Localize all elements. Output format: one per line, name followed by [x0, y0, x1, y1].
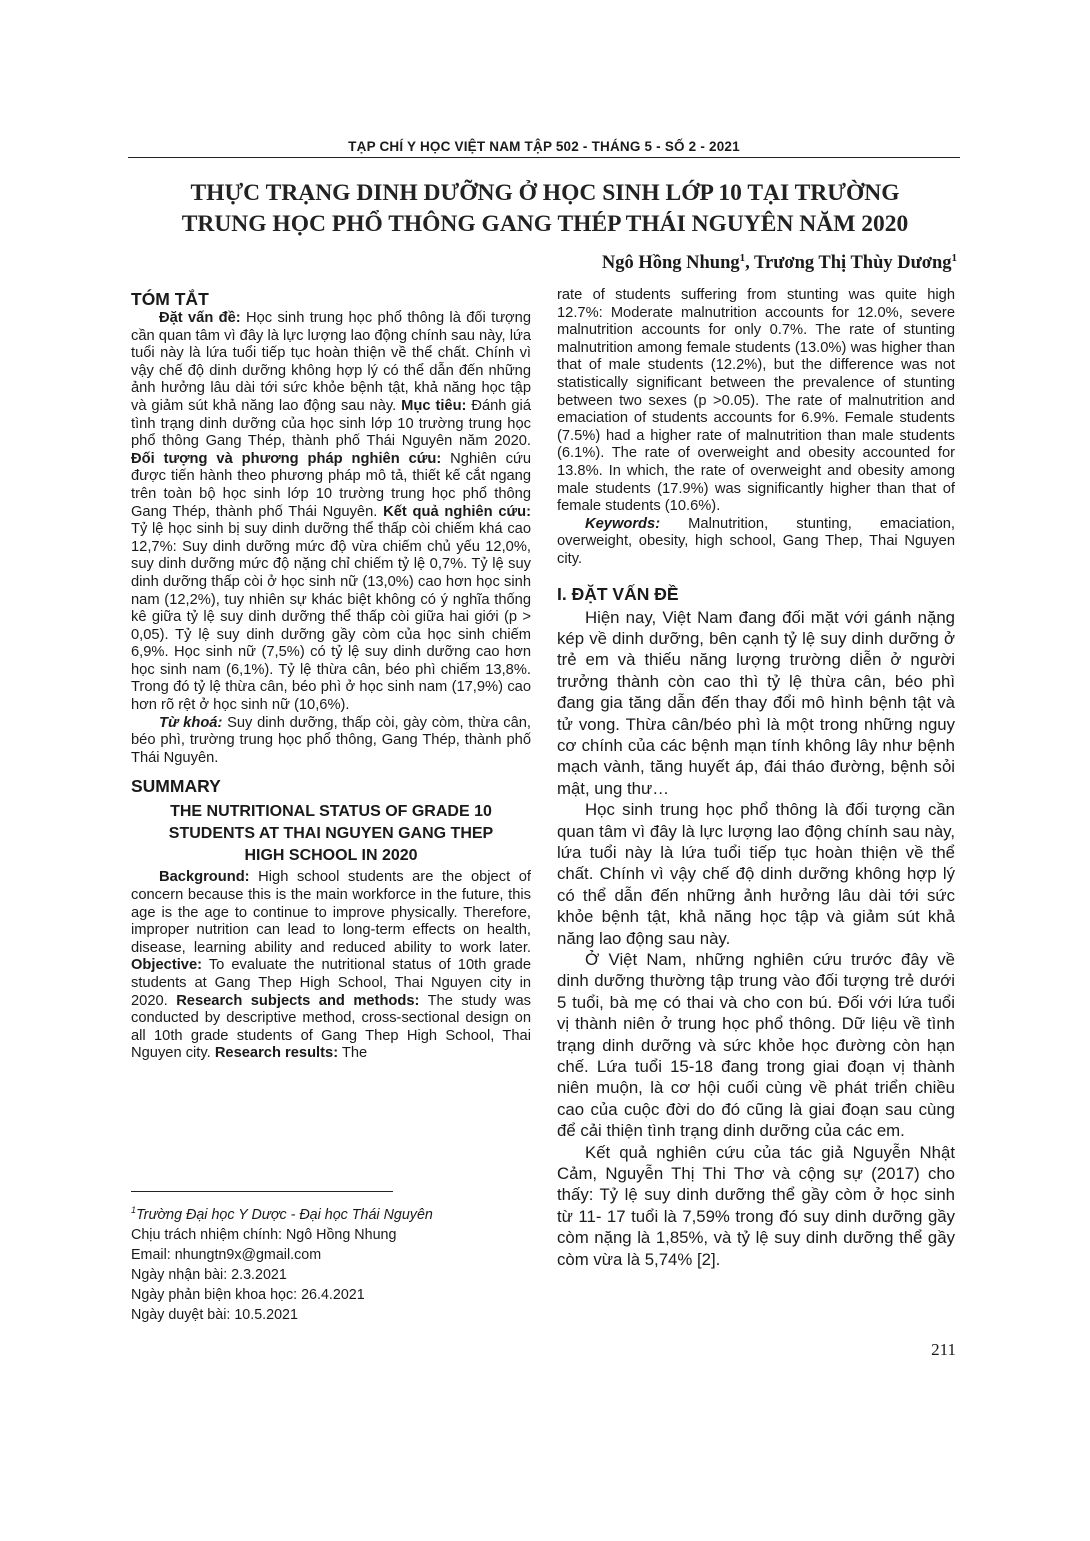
author-1: Ngô Hồng Nhung — [601, 253, 740, 274]
vn-objective: Đánh giá tình trạng dinh dưỡng của học sinh lớp 10 trường trung học phổ thông Gang Thép, thành phố Thái Nguyên năm 2020. — [131, 397, 531, 450]
vn-methods: Nghiên cứu được tiến hành theo phương pháp mô tả, thiết kế cắt ngang trên toàn bộ học sinh lớp 10 trường trung học phổ thông Gang Thép, thành phố Thái Nguyên. — [131, 450, 531, 520]
vn-background: Học sinh trung học phổ thông là đối tượng cần quan tâm vì đây là lực lượng lao động chính sau này, lứa tuổi này là lứa tuổi tiếp tục hoàn thiện về thể chất. Chính vì vậy chế độ dinh dưỡng không hợp lý có thể dẫn đến những ảnh hưởng lâu dài tới sức khỏe bệnh tật, khả năng học tập và giảm sút khả năng lao động sau này. — [131, 310, 532, 414]
author-separator: , — [745, 253, 755, 274]
vn-abstract-body — [131, 310, 531, 715]
title-line-2: TRUNG HỌC PHỔ THÔNG GANG THÉP THÁI NGUYÊN NĂM 2020 — [181, 211, 909, 237]
label-en-keywords: Keywords: — [585, 515, 661, 532]
right-column — [557, 287, 955, 1270]
en-keywords-text: Malnutrition, stunting, emaciation, overweight, obesity, high school, Gang Thep, Thai Nguyen city. — [557, 515, 955, 567]
label-en-results: Research results: — [214, 1045, 339, 1062]
footnote-rule — [131, 1191, 393, 1192]
left-column — [131, 288, 531, 1063]
footnote-accepted: Ngày duyệt bài: 10.5.2021 — [131, 1306, 298, 1323]
en-title-line-3: HIGH SCHOOL IN 2020 — [244, 847, 418, 865]
label-results: Kết quả nghiên cứu: — [383, 503, 531, 520]
label-keywords: Từ khoá: — [159, 714, 223, 731]
intro-paragraph-2 — [557, 799, 955, 949]
affiliation-mark: 1 — [951, 252, 957, 264]
en-abstract-body — [131, 869, 531, 1063]
footnote-corresponding: Chịu trách nhiệm chính: Ngô Hồng Nhung — [131, 1226, 397, 1243]
en-results-start: The — [338, 1045, 368, 1062]
footnote-received: Ngày nhận bài: 2.3.2021 — [131, 1266, 287, 1283]
author-2: Trương Thị Thùy Dương — [754, 253, 952, 274]
en-title-line-1: THE NUTRITIONAL STATUS OF GRADE 10 — [170, 803, 492, 821]
intro-paragraph-4 — [557, 1142, 955, 1270]
vn-keywords-text: Suy dinh dưỡng, thấp còi, gày còm, thừa cân, béo phì, trường trung học phổ thông, Gang Thép, thành phố Thái Nguyên. — [131, 714, 531, 766]
vn-abstract-heading: TÓM TẮT — [131, 289, 209, 309]
title-line-1: THỰC TRẠNG DINH DƯỠNG Ở HỌC SINH LỚP 10 TẠI TRƯỜNG — [190, 180, 900, 206]
label-methods: Đối tượng và phương pháp nghiên cứu: — [131, 450, 442, 467]
intro-p2-text: Học sinh trung học phổ thông là đối tượng cần quan tâm vì đây là lực lượng lao động chính sau này, lứa tuổi này là lứa tuổi tiếp tục hoàn thiện về thể chất. Chính vì vậy chế độ dinh dưỡng không hợp lý có thể dẫn đến những ảnh hưởng lâu dài tới sức khỏe bệnh tật, khả năng học tập và giảm sút khả năng lao động sau này. — [557, 800, 955, 948]
en-background: High school students are the object of concern because this is the main workforce in the future, this age is the age to continue to improve physically. Therefore, improper nutrition can lead to long-term effects on health, disease, learning ability and reduced ability to work later. — [131, 869, 531, 956]
en-methods: The study was conducted by descriptive method, cross-sectional design on all 10th grade students of Gang Thep High School, Thai Nguyen city. — [131, 992, 531, 1062]
footnote-mark: 1 — [131, 1205, 137, 1215]
intro-heading: I. ĐẶT VẤN ĐỀ — [557, 583, 679, 604]
label-en-methods: Research subjects and methods: — [176, 992, 420, 1009]
label-en-background: Background: — [159, 869, 250, 886]
journal-header: TẠP CHÍ Y HỌC VIỆT NAM TẬP 502 - THÁNG 5 - SỐ 2 - 2021 — [348, 139, 740, 154]
intro-p1-text: Hiện nay, Việt Nam đang đối mặt với gánh nặng kép về dinh dưỡng, bên cạnh tỷ lệ suy dinh dưỡng ở trẻ em và thiếu năng lượng trường diễn ở người trưởng thành còn cao thì tỷ lệ thừa cân, béo phì đang gia tăng dẫn đến thay đổi mô hình bệnh tật và tử vong. Thừa cân/béo phì là một trong những nguy cơ chính của các bệnh mạn tính không lây như bệnh mạch vành, tăng huyết áp, đái tháo đường, bệnh sỏi mật, ung thư… — [557, 607, 955, 798]
footnote-affiliation-text: Trường Đại học Y Dược - Đại học Thái Nguyên — [136, 1206, 433, 1223]
affiliation-mark: 1 — [739, 252, 746, 264]
footnote-reviewed: Ngày phản biện khoa học: 26.4.2021 — [131, 1286, 365, 1303]
label-objective: Mục tiêu: — [401, 397, 467, 414]
label-background: Đặt vấn đề: — [159, 310, 241, 326]
intro-p3-text: Ở Việt Nam, những nghiên cứu trước đây về dinh dưỡng thường tập trung vào đối tượng trẻ dưới 5 tuổi, bà mẹ có thai và cho con bú. Đối với lứa tuổi vị thành niên ở trung học phổ thông. Dữ liệu về tình trạng dinh dưỡng và sức khỏe học đường còn hạn chế. Lứa tuổi 15-18 đang trong giai đoạn vị thành niên muộn, là cơ hội cuối cùng về phát triển chiều cao của cuộc đời do đó cũng là giai đoạn sau cùng để cải thiện tình trạng dinh dưỡng của các em. — [557, 950, 955, 1141]
intro-paragraph-3 — [557, 949, 955, 1142]
vn-results: Tỷ lệ học sinh bị suy dinh dưỡng thể thấp còi chiếm khá cao 12,7%: Suy dinh dưỡng mức độ vừa chiếm chủ yếu 12,0%, suy dinh dưỡng mức độ nặng chỉ chiếm tỷ lệ 0,7%. Tỷ lệ suy dinh dưỡng thấp còi ở học sinh nữ (13,0%) cao hơn học sinh nam (12,2%), tuy nhiên sự khác biệt không có ý nghĩa thống kê giữa tỷ lệ suy dinh dưỡng thể thấp còi giữa hai giới (p > 0,05). Tỷ lệ suy dinh dưỡng gầy còm của học sinh chiếm 6,9%. Học sinh nữ (7,5%) có tỷ lệ suy dinh dưỡng cao hơn học sinh nam (6,1%). Tỷ lệ thừa cân, béo phì chiếm 13,8%. Trong đó tỷ lệ thừa cân, béo phì ở học sinh nam (17,9%) cao hơn rõ rệt ở học sinh nữ (10,6%). — [131, 521, 531, 714]
vn-keywords — [131, 715, 531, 768]
en-results-continued: rate of students suffering from stunting was quite high 12.7%: Moderate malnutrition accounts for 12.0%, severe malnutrition accounts for only 0.7%. The rate of stunting malnutrition among female students (13.0%) was higher than that of male students (12.2%), but the difference was not statistically significant between the prevalence of stunting between two sexes (p >0.05). The rate of malnutrition and emaciation of students accounts for 6.9%. Female students (7.5%) had a higher rate of malnutrition than male students (6.1%). The rate of overweight and obesity accounted for 13.8%. In which, the rate of overweight and obesity among male students (17.9%) was significantly higher than that of female students (10.6%). — [557, 287, 955, 515]
page-number: 211 — [931, 1340, 956, 1359]
footnote-email: Email: nhungtn9x@gmail.com — [131, 1246, 322, 1263]
intro-paragraph-1 — [557, 607, 955, 800]
en-keywords — [557, 516, 955, 569]
article-title — [100, 178, 990, 240]
en-objective: To evaluate the nutritional status of 10th grade students at Gang Thep High School, Thai Nguyen city in 2020. — [131, 957, 531, 1009]
en-title — [131, 801, 531, 867]
footnotes — [131, 1200, 531, 1325]
en-abstract-heading: SUMMARY — [131, 776, 221, 797]
en-title-line-2: STUDENTS AT THAI NGUYEN GANG THEP — [168, 825, 494, 843]
header-rule — [128, 157, 960, 158]
footnote-affiliation — [131, 1200, 531, 1225]
label-en-objective: Objective: — [131, 957, 203, 974]
author-list — [602, 252, 957, 274]
intro-p4-text: Kết quả nghiên cứu của tác giả Nguyễn Nhật Cảm, Nguyễn Thị Thi Thơ và cộng sự (2017) cho thấy: Tỷ lệ suy dinh dưỡng thể gầy còm ở học sinh từ 11- 17 tuổi là 7,59% trong đó suy dinh dưỡng gầy còm nặng là 1,85%, và tỷ lệ suy dinh dưỡng thể gầy còm vừa là 5,74% [2]. — [557, 1142, 955, 1269]
